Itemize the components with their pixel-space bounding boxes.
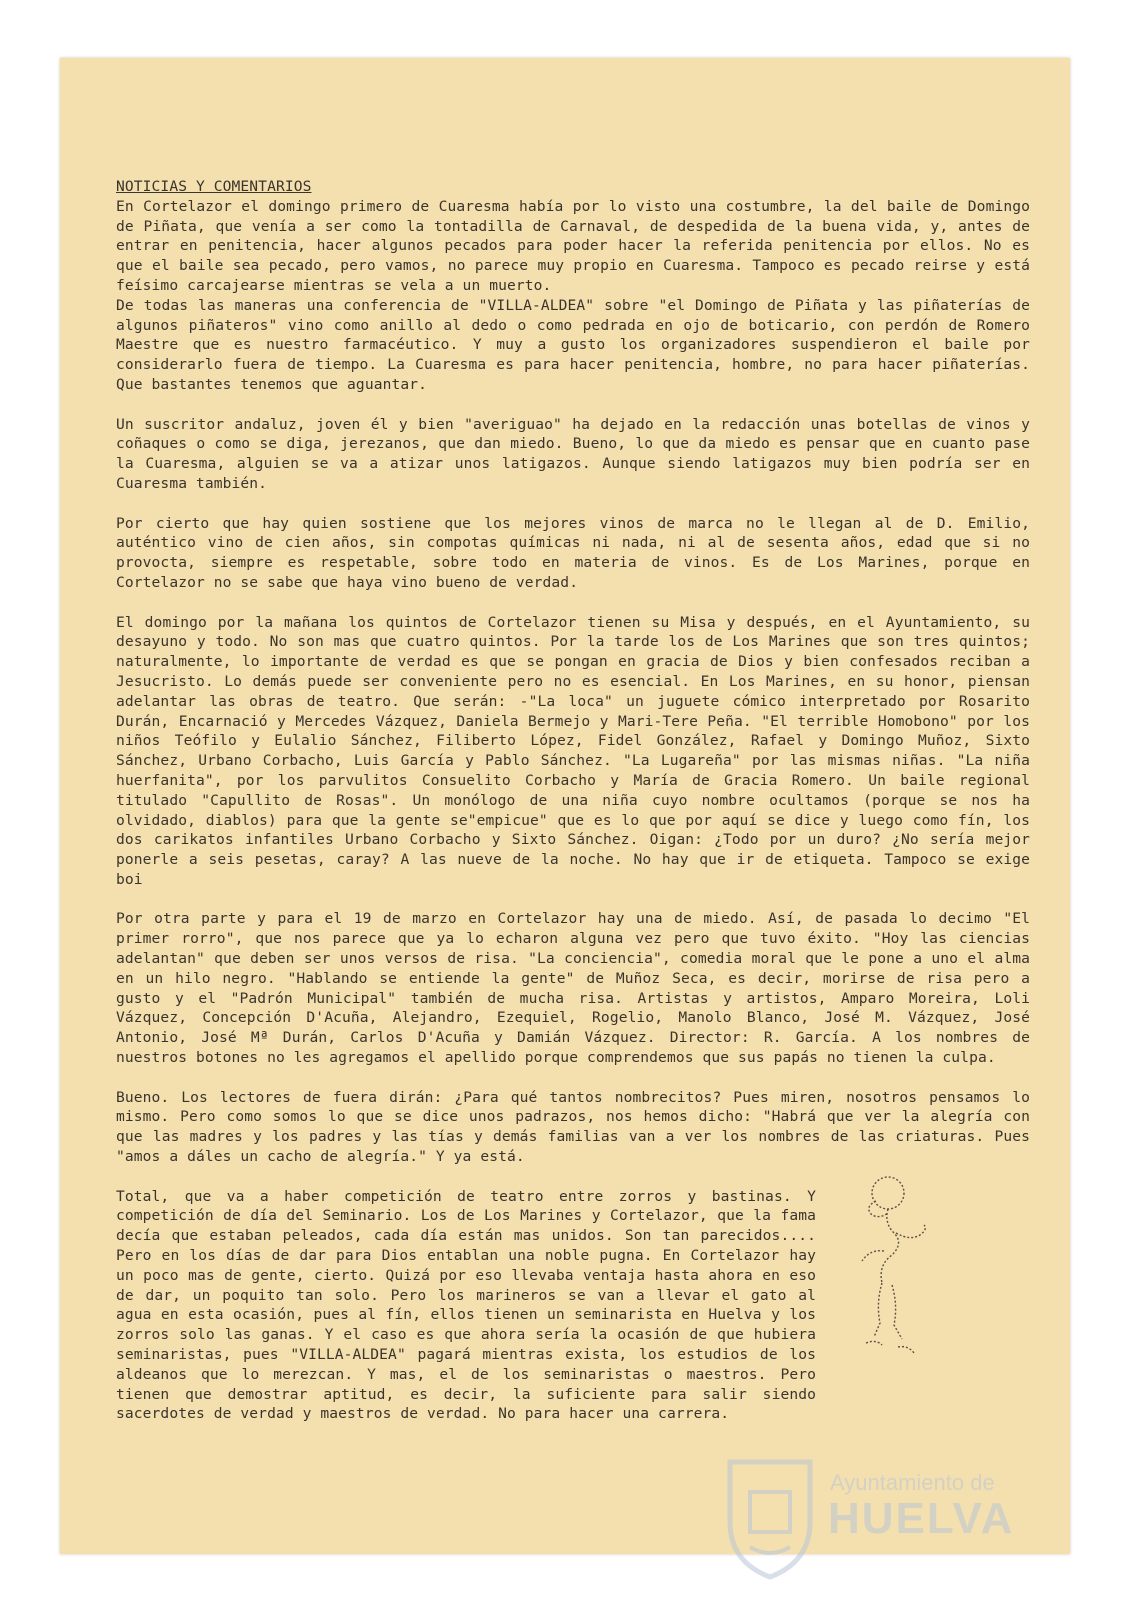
paragraph: El domingo por la mañana los quintos de Cortelazor tienen su Misa y después, en el Ayuntamiento, su desayuno y todo. No son mas que cuatro quintos. Por la tarde los de Los Marines que son tres quintos; naturalmente, lo importante de verdad es que se pongan en gracia de Dios y bien confesados reciban a Jesucristo. Lo demás puede ser conveniente pero no es esencial. En Los Marines, en su honor, piensan adelantar las obras de teatro. Que serán: -"La loca" un juguete cómico interpretado por Rosarito Durán, Encarnació y Mercedes Vázquez, Daniela Bermejo y Mari-Tere Peña. "El terrible Homobono" por los niños Teófilo y Eulalio Sánchez, Filiberto López, Fidel González, Rafael y Domingo Muñoz, Sixto Sánchez, Urbano Corbacho, Luis García y Pablo Sánchez. "La Lugareña" por las mismas niñas. "La niña huerfanita", por los parvulitos Consuelito Corbacho y María de Gracia Romero. Un baile regional titulado "Capullito de Rosas". Un monólogo de una niña cuyo nombre ocultamos (porque se nos ha olvidado, diablos) para que la gente se"empicue" que es lo que por aquí se dice y luego como fín, los dos carikatos infantiles Urbano Corbacho y Sixto Sánchez. Oigan: ¿Todo por un duro? ¿No sería mejor ponerle a seis pesetas, caray? A las nueve de la noche. No hay que ir de etiqueta. Tampoco se exige boi: [116, 613, 1030, 888]
shield-icon: [720, 1452, 820, 1582]
municipal-watermark: [720, 1452, 1050, 1592]
watermark-line1: Ayuntamiento de: [830, 1470, 995, 1495]
stencil-figure-illustration: [836, 1173, 936, 1383]
paragraph: Total, que va a haber competición de teatro entre zorros y bastinas. Y competición de día del Seminario. Los de Los Marines y Cortelazor, que la fama decía que estaban peleados, cada día están mas unidos. Son tan parecidos.... Pero en los días de dar para Dios entablan una noble pugna. En Cortelazor hay un poco mas de gente, cierto. Quizá por eso llevaba ventaja hasta ahora en eso de dar, un poquito tan solo. Pero los marineros se van a llevar el gato al agua en esta ocasión, pues al fín, ellos tienen un seminarista en Huelva y los zorros solo las ganas. Y el caso es que ahora sería la ocasión de que hubiera seminaristas, pues "VILLA-ALDEA" pagará mientras exista, los estudios de los aldeanos que lo merezcan. Y mas, el de los seminaristas o maestros. Pero tienen que demostrar aptitud, es decir, la suficiente para salir siendo sacerdotes de verdad y maestros de verdad. No para hacer una carrera.: [116, 1187, 816, 1423]
article-title: NOTICIAS Y COMENTARIOS: [116, 178, 312, 195]
paragraph: En Cortelazor el domingo primero de Cuaresma había por lo visto una costumbre, la del baile de Domingo de Piñata, que venía a ser como la tontadilla de Carnaval, de despedida de la buena vida, y, antes de entrar en penitencia, hacer algunos pecados para poder hacer la referida penitencia por ellos. No es que el baile sea pecado, pero vamos, no parece muy propio en Cuaresma. Tampoco es pecado reirse y está feísimo carcajearse mientras se vela a un muerto. De todas las maneras una conferencia de "VILLA-ALDEA" sobre "el Domingo de Piñata y las piñaterías de algunos piñateros" vino como anillo al dedo o como pedrada en ojo de boticario, con perdón de Romero Maestre que es nuestro farmacéutico. Y muy a gusto los organizadores suspendieron el baile por considerarlo fuera de tiempo. La Cuaresma es para hacer penitencia, hombre, no para hacer piñaterías. Que bastantes tenemos que aguantar.: [116, 197, 1030, 393]
watermark-line2: HUELVA: [828, 1494, 1015, 1543]
paragraph: Por otra parte y para el 19 de marzo en Cortelazor hay una de miedo. Así, de pasada lo decimo "El primer rorro", que nos parece que ya lo echaron alguna vez pero que tuvo éxito. "Hoy las ciencias adelantan" que deben ser unos versos de risa. "La conciencia", comedia moral que le pone a uno el alma en un hilo negro. "Hablando se entiende la gente" de Muñoz Seca, es decir, morirse de risa pero a gusto y el "Padrón Municipal" también de mucha risa. Artistas y artistos, Amparo Moreira, Loli Vázquez, Concepción D'Acuña, Alejandro, Ezequiel, Rogelio, Manolo Blanco, José M. Vázquez, José Antonio, José Mª Durán, Carlos D'Acuña y Damián Vázquez. Director: R. García. A los nombres de nuestros botones no les agregamos el apellido porque comprendemos que sus papás no tienen la culpa.: [116, 910, 1030, 1067]
paragraph: Un suscritor andaluz, joven él y bien "averiguao" ha dejado en la redacción unas botellas de vinos y coñaques o como se diga, jerezanos, que dan miedo. Bueno, lo que da miedo es pensar que en cuanto pase la Cuaresma, alguien se va a atizar unos latigazos. Aunque siendo latigazos muy bien podría ser en Cuaresma también.: [116, 415, 1030, 492]
paragraph: Por cierto que hay quien sostiene que los mejores vinos de marca no le llegan al de D. Emilio, auténtico vino de cien años, sin compotas químicas ni nada, ni al de sesenta años, edad que si no provocta, siempre es respetable, sobre todo en materia de vinos. Es de Los Marines, porque en Cortelazor no se sabe que haya vino bueno de verdad.: [116, 514, 1030, 591]
paragraph: Bueno. Los lectores de fuera dirán: ¿Para qué tantos nombrecitos? Pues miren, nosotros pensamos lo mismo. Pero como somos lo que se dice unos padrazos, nos hemos dicho: "Habrá que ver la alegría con que las madres y los padres y las tías y demás familias van a ver los nombres de las criaturas. Pues "amos a dáles un cacho de alegría." Y ya está.: [116, 1088, 1030, 1166]
